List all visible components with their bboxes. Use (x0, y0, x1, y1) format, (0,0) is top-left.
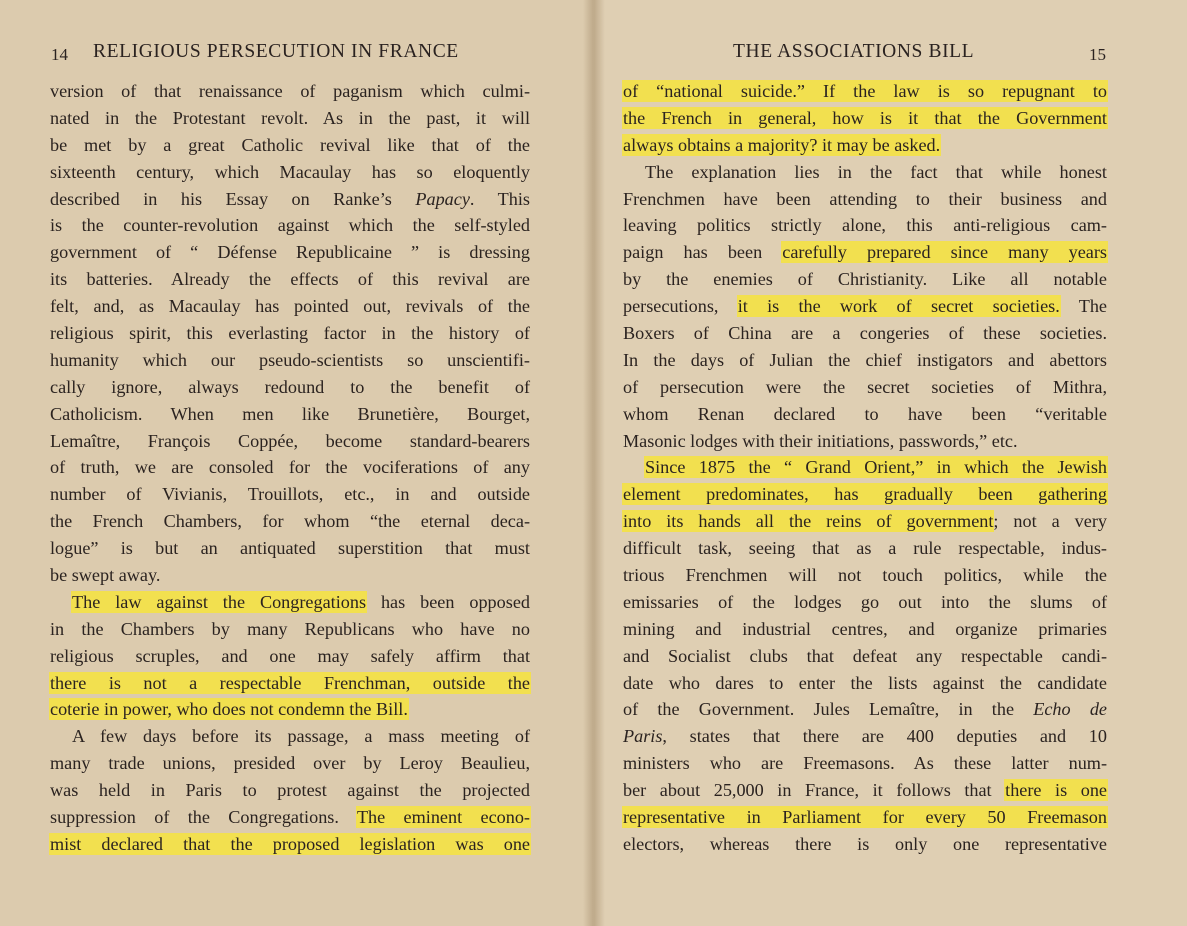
highlighted-text: into its hands all the reins of government (623, 511, 994, 532)
text-line (50, 562, 530, 589)
running-head-right: THE ASSOCIATIONS BILL (733, 41, 975, 62)
text-line (623, 535, 1107, 562)
text-segment: be swept away. (50, 565, 161, 586)
text-line (623, 374, 1107, 401)
text-line (623, 562, 1107, 589)
text-line (50, 374, 530, 401)
text-segment: . This (469, 188, 530, 209)
text-segment: Boxers of China are a congeries of these societies. (623, 323, 1107, 344)
text-segment: persecutions, (623, 296, 738, 317)
text-segment: paign has been (623, 242, 783, 263)
text-line (50, 481, 530, 508)
text-segment: described in his Essay on Ranke’s (50, 188, 416, 209)
text-line (50, 105, 530, 132)
text-line (623, 401, 1107, 428)
text-line (50, 293, 530, 320)
text-line (50, 508, 530, 535)
text-line (623, 723, 1107, 750)
text-line (623, 831, 1107, 858)
text-line (50, 831, 530, 858)
text-line (50, 266, 530, 293)
highlighted-text: there is one (1005, 780, 1107, 801)
text-line (50, 347, 530, 374)
text-segment: mining and industrial centres, and organize primaries (623, 618, 1107, 639)
text-line (623, 132, 1107, 159)
text-line (623, 589, 1107, 616)
text-segment: sixteenth century, which Macaulay has so eloquently (50, 161, 530, 182)
text-line (50, 78, 530, 105)
text-line (50, 777, 530, 804)
right-page-body (623, 78, 1107, 858)
text-line (50, 616, 530, 643)
text-line (50, 535, 530, 562)
text-line (50, 804, 530, 831)
highlighted-text: Since 1875 the “ Grand Orient,” in which the Jewish (645, 457, 1107, 478)
text-segment: electors, whereas there is only one representative (623, 833, 1107, 854)
left-page-body (50, 78, 530, 858)
text-line (623, 616, 1107, 643)
text-line (50, 401, 530, 428)
text-segment: was held in Paris to protest against the projected (50, 780, 530, 801)
text-segment: Frenchmen have been attending to their business and (623, 188, 1107, 209)
text-segment: many trade unions, presided over by Leroy Beaulieu, (50, 753, 530, 774)
text-line (623, 454, 1107, 481)
text-segment: ber about 25,000 in France, it follows that (623, 780, 1006, 801)
text-segment: nated in the Protestant revolt. As in the past, it will (50, 107, 530, 128)
highlighted-text: the French in general, how is it that the Government (623, 107, 1107, 128)
text-segment: religious scruples, and one may safely affirm that (50, 645, 530, 666)
text-segment: Masonic lodges with their initiations, passwords,” etc. (623, 430, 1018, 451)
text-segment: The explanation lies in the fact that while honest (645, 161, 1107, 182)
text-line (623, 78, 1107, 105)
text-segment: Catholicism. When men like Brunetière, Bourget, (50, 403, 530, 424)
highlighted-text: The eminent econo- (356, 807, 530, 828)
highlighted-text: mist declared that the proposed legislation was one (50, 833, 530, 854)
text-line (50, 696, 530, 723)
highlighted-text: carefully prepared since many years (782, 242, 1108, 263)
text-line (623, 293, 1107, 320)
text-segment: date who dares to enter the lists against the candidate (623, 672, 1107, 693)
left-page (0, 0, 593, 926)
text-line (50, 186, 530, 213)
text-segment: be met by a great Catholic revival like that of the (50, 134, 530, 155)
text-line (50, 132, 530, 159)
text-line (50, 750, 530, 777)
page-number-left: 14 (51, 45, 68, 64)
text-line (623, 643, 1107, 670)
text-segment: , states that there are 400 deputies and 10 (662, 726, 1107, 747)
text-line (50, 428, 530, 455)
text-segment: number of Vivianis, Trouillots, etc., in and outside (50, 484, 530, 505)
highlighted-text: of “national suicide.” If the law is so repugnant to (623, 81, 1107, 101)
text-line (50, 723, 530, 750)
text-segment: cally ignore, always redound to the benefit of (50, 376, 530, 397)
text-segment: emissaries of the lodges go out into the slums of (623, 591, 1107, 612)
text-line (623, 670, 1107, 697)
page-number-right: 15 (1089, 45, 1106, 64)
text-segment: the French Chambers, for whom “the eternal deca- (50, 511, 530, 532)
text-segment: trious Frenchmen will not touch politics, while the (623, 565, 1107, 586)
text-line (623, 266, 1107, 293)
text-line (50, 670, 530, 697)
text-line (50, 589, 530, 616)
text-segment: suppression of the Congregations. (50, 807, 357, 828)
text-line (623, 159, 1107, 186)
text-line (623, 105, 1107, 132)
highlighted-text: The law against the Congregations (72, 591, 367, 612)
right-page (593, 0, 1187, 926)
text-segment: A few days before its passage, a mass meeting of (72, 726, 530, 747)
text-segment: whom Renan declared to have been “veritable (623, 403, 1107, 424)
text-segment: felt, and, as Macaulay has pointed out, revivals of the (50, 296, 530, 317)
text-segment: ministers who are Freemasons. As these latter num- (623, 753, 1107, 774)
text-line (50, 159, 530, 186)
highlighted-text: there is not a respectable Frenchman, outside the (50, 672, 530, 693)
text-segment: Paris (623, 726, 663, 747)
text-line (623, 347, 1107, 374)
text-segment: difficult task, seeing that as a rule respectable, indus- (623, 538, 1107, 559)
text-line (50, 239, 530, 266)
text-segment: has been opposed (366, 591, 530, 612)
text-segment: is the counter-revolution against which the self-styled (50, 215, 530, 236)
text-segment: Papacy (415, 188, 470, 209)
text-segment: logue” is but an antiquated superstition that must (50, 538, 530, 559)
text-line (623, 750, 1107, 777)
text-line (623, 696, 1107, 723)
text-line (623, 186, 1107, 213)
text-segment: its batteries. Already the effects of this revival are (50, 269, 530, 290)
highlighted-text: element predominates, has gradually been gathering (623, 484, 1107, 505)
text-line (623, 481, 1107, 508)
text-segment: of the Government. Jules Lemaître, in the (623, 699, 1034, 720)
text-segment: The (1059, 296, 1107, 317)
text-line (623, 777, 1107, 804)
text-segment: religious spirit, this everlasting factor in the history of (50, 323, 530, 344)
text-segment: of truth, we are consoled for the vociferations of any (50, 457, 530, 478)
text-line (623, 508, 1107, 535)
text-segment: ; not a very (993, 511, 1107, 532)
text-line (623, 320, 1107, 347)
text-segment: in the Chambers by many Republicans who have no (50, 618, 530, 639)
highlighted-text: representative in Parliament for every 50 Freemason (623, 807, 1107, 828)
text-line (50, 643, 530, 670)
text-segment: by the enemies of Christianity. Like all notable (623, 269, 1107, 290)
text-line (623, 212, 1107, 239)
book-gutter (583, 0, 605, 926)
text-segment: government of “ Défense Republicaine ” is dressing (50, 242, 530, 263)
text-line (623, 804, 1107, 831)
text-line (623, 428, 1107, 455)
text-segment: leaving politics strictly alone, this anti-religious cam- (623, 215, 1107, 236)
text-segment: Echo de (1033, 699, 1107, 720)
text-segment: humanity which our pseudo-scientists so unscientifi- (50, 349, 530, 370)
text-segment: In the days of Julian the chief instigators and abettors (623, 349, 1107, 370)
text-line (50, 212, 530, 239)
text-segment: of persecution were the secret societies of Mithra, (623, 376, 1107, 397)
highlighted-text: always obtains a majority? it may be asked. (623, 134, 941, 155)
text-segment: and Socialist clubs that defeat any respectable candi- (623, 645, 1107, 666)
running-head-left: RELIGIOUS PERSECUTION IN FRANCE (93, 41, 459, 62)
highlighted-text: it is the work of secret societies. (737, 296, 1060, 317)
text-line (50, 320, 530, 347)
text-segment: Lemaître, François Coppée, become standard-bearers (50, 430, 530, 451)
text-segment: version of that renaissance of paganism which culmi- (50, 81, 530, 101)
text-line (50, 454, 530, 481)
highlighted-text: coterie in power, who does not condemn the Bill. (50, 699, 408, 720)
text-line (623, 239, 1107, 266)
